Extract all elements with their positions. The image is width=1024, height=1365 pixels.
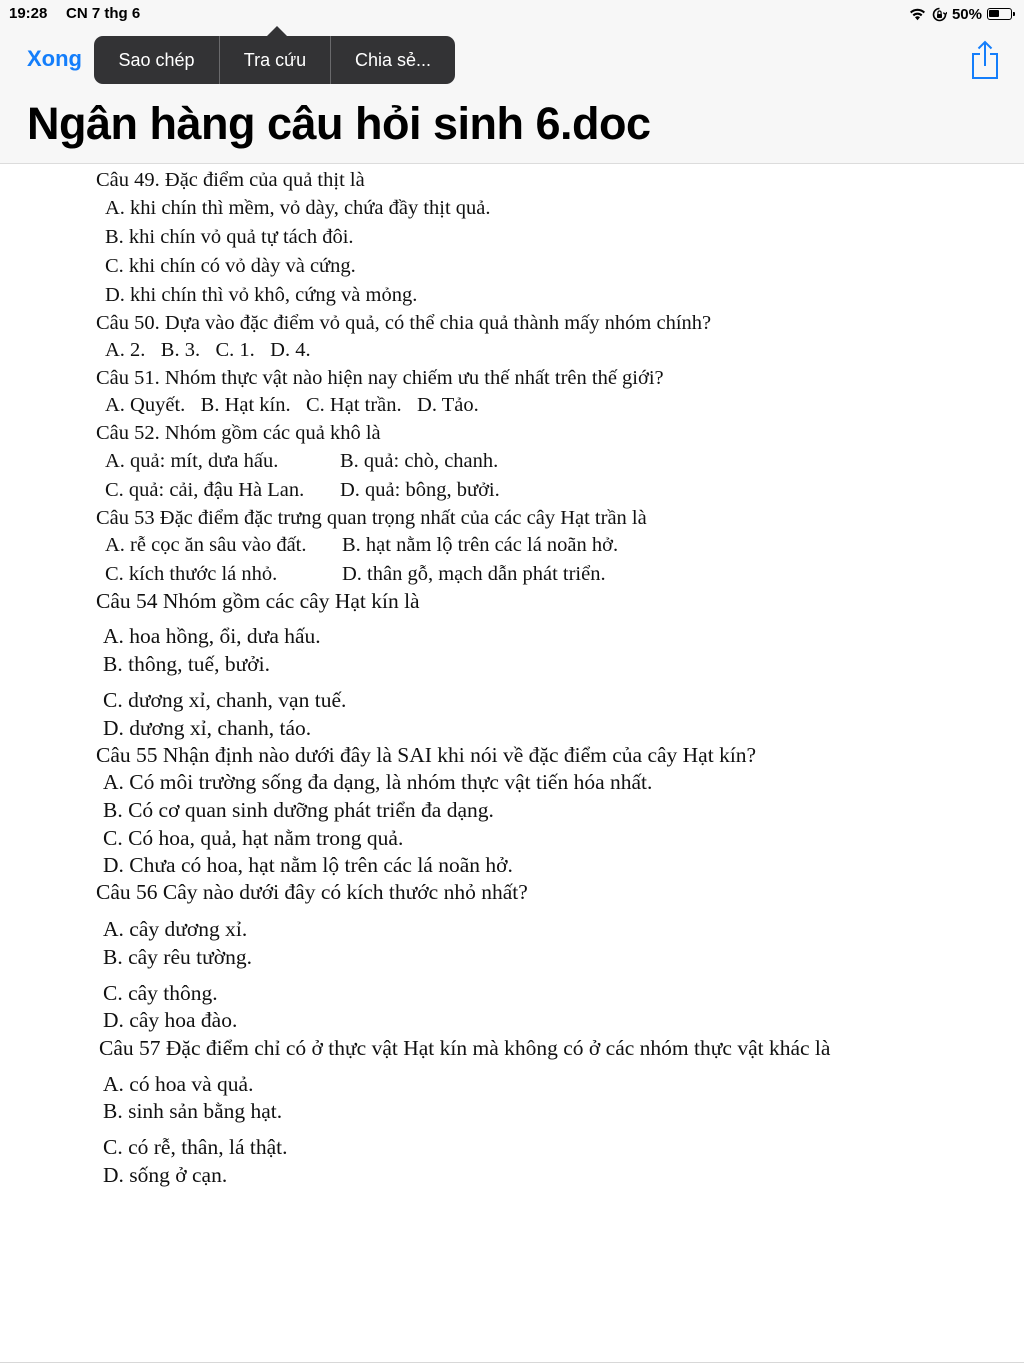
answer-option: A. khi chín thì mềm, vỏ dày, chứa đầy thịt quả. (105, 197, 491, 219)
answer-option: C. kích thước lá nhỏ. (105, 563, 278, 585)
answer-option: D. dương xỉ, chanh, táo. (103, 716, 312, 740)
answer-option: D. thân gỗ, mạch dẫn phát triển. (342, 563, 606, 585)
answer-option: C. cây thông. (103, 981, 218, 1005)
answer-option: C. có rễ, thân, lá thật. (103, 1135, 288, 1159)
answer-option: B. hạt nằm lộ trên các lá noãn hở. (342, 534, 619, 556)
question-text: Câu 49. Đặc điểm của quả thịt là (96, 169, 365, 191)
battery-percentage: 50% (951, 5, 982, 23)
answer-option: B. quả: chò, chanh. (340, 450, 499, 472)
document-title: Ngân hàng câu hỏi sinh 6.doc (27, 98, 651, 149)
question-text: Câu 51. Nhóm thực vật nào hiện nay chiếm ưu thế nhất trên thế giới? (96, 367, 664, 389)
answer-option: C. Có hoa, quả, hạt nằm trong quả. (103, 826, 404, 850)
edit-menu-pointer (266, 26, 288, 37)
text-edit-menu (94, 36, 455, 84)
answer-option: B. sinh sản bằng hạt. (103, 1099, 283, 1123)
answer-option: D. quả: bông, bưởi. (340, 479, 500, 501)
share-menu-item[interactable]: Chia sẻ... (330, 36, 455, 84)
status-date: CN 7 thg 6 (66, 5, 141, 22)
battery-level-fill (989, 10, 999, 17)
answer-option: D. cây hoa đào. (103, 1008, 238, 1032)
status-bar (0, 0, 1024, 28)
document-view[interactable] (0, 163, 1024, 1363)
battery-icon (987, 8, 1012, 20)
status-time: 19:28 (9, 5, 48, 22)
question-text: Câu 52. Nhóm gồm các quả khô là (96, 422, 381, 444)
answer-option: B. thông, tuế, bưởi. (103, 652, 270, 676)
answer-option: A. có hoa và quả. (103, 1072, 254, 1096)
look-up-menu-item[interactable]: Tra cứu (219, 36, 330, 84)
answer-option: A. quả: mít, dưa hấu. (105, 450, 279, 472)
question-text: Câu 56 Cây nào dưới đây có kích thước nhỏ nhất? (96, 880, 528, 904)
answer-option: A. Có môi trường sống đa dạng, là nhóm thực vật tiến hóa nhất. (103, 770, 653, 794)
answer-option: C. quả: cải, đậu Hà Lan. (105, 479, 305, 501)
wifi-icon (908, 7, 927, 21)
done-button[interactable]: Xong (27, 46, 82, 71)
answer-option: D. Chưa có hoa, hạt nằm lộ trên các lá noãn hở. (103, 853, 513, 877)
question-text: Câu 54 Nhóm gồm các cây Hạt kín là (96, 589, 420, 613)
answer-option: A. cây dương xỉ. (103, 917, 248, 941)
answer-option: C. dương xỉ, chanh, vạn tuế. (103, 688, 347, 712)
answer-option: B. Có cơ quan sinh dưỡng phát triển đa dạng. (103, 798, 494, 822)
share-icon[interactable] (969, 40, 1001, 80)
answer-option: B. cây rêu tường. (103, 945, 252, 969)
answer-option: A. Quyết. B. Hạt kín. C. Hạt trần. D. Tảo. (105, 394, 479, 416)
question-text: Câu 57 Đặc điểm chỉ có ở thực vật Hạt kín mà không có ở các nhóm thực vật khác là (99, 1036, 831, 1060)
answer-option: B. khi chín vỏ quả tự tách đôi. (105, 226, 354, 248)
question-text: Câu 50. Dựa vào đặc điểm vỏ quả, có thể chia quả thành mấy nhóm chính? (96, 312, 712, 334)
answer-option: D. sống ở cạn. (103, 1163, 228, 1187)
copy-menu-item[interactable]: Sao chép (118, 49, 195, 70)
answer-option: A. 2. B. 3. C. 1. D. 4. (105, 339, 311, 361)
answer-option: A. hoa hồng, ổi, dưa hấu. (103, 624, 321, 648)
answer-option: D. khi chín thì vỏ khô, cứng và mỏng. (105, 284, 418, 306)
orientation-lock-icon (932, 7, 947, 22)
question-text: Câu 55 Nhận định nào dưới đây là SAI khi nói về đặc điểm của cây Hạt kín? (96, 743, 757, 767)
status-indicators (908, 4, 1012, 24)
answer-option: A. rễ cọc ăn sâu vào đất. (105, 534, 307, 556)
answer-option: C. khi chín có vỏ dày và cứng. (105, 255, 356, 277)
cut-off-text-line (96, 163, 736, 164)
bottom-divider (0, 1362, 1024, 1363)
question-text: Câu 53 Đặc điểm đặc trưng quan trọng nhất của các cây Hạt trần là (96, 507, 647, 529)
navigation-header (0, 0, 1024, 164)
